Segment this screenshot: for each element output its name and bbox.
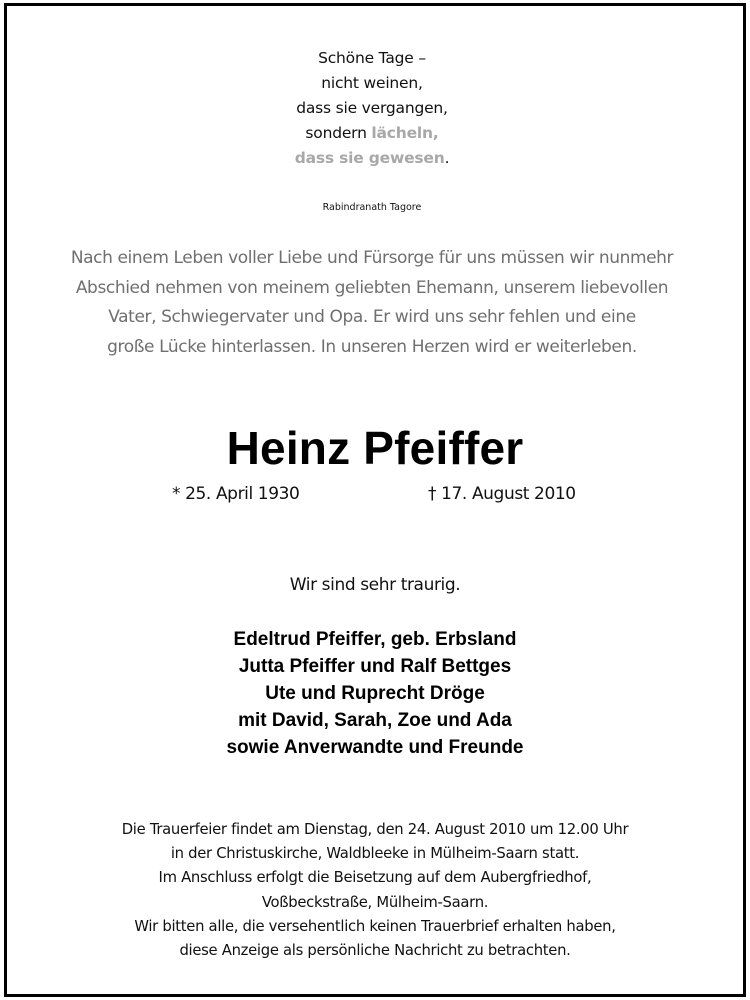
funeral-line: in der Christuskirche, Waldbleeke in Mülheim-Saarn statt. bbox=[170, 845, 580, 863]
quote-line: dass sie vergangen, bbox=[296, 99, 448, 117]
poem-quote bbox=[0, 46, 744, 171]
funeral-line: Im Anschluss erfolgt die Beisetzung auf dem Aubergfriedhof, bbox=[158, 869, 592, 887]
quote-highlight: dass sie gewesen bbox=[294, 149, 445, 167]
mourner-line: sowie Anverwandte und Freunde bbox=[226, 737, 524, 758]
mourners-list bbox=[0, 626, 750, 761]
quote-line: nicht weinen, bbox=[321, 74, 423, 92]
funeral-line: Wir bitten alle, die versehentlich keinen Trauerbrief erhalten haben, bbox=[134, 917, 616, 935]
intro-paragraph bbox=[40, 244, 704, 362]
intro-line: große Lücke hinterlassen. In unseren Herzen wird er weiterleben. bbox=[107, 336, 637, 357]
mourner-line: Edeltrud Pfeiffer, geb. Erbsland bbox=[233, 629, 517, 650]
mourner-line: Ute und Ruprecht Dröge bbox=[265, 683, 485, 704]
quote-line-prefix: sondern bbox=[305, 124, 372, 142]
quote-line-suffix: . bbox=[444, 149, 450, 167]
quote-author: Rabindranath Tagore bbox=[322, 202, 422, 213]
birth-date: * 25. April 1930 bbox=[172, 484, 300, 504]
intro-line: Abschied nehmen von meinem geliebten Ehemann, unserem liebevollen bbox=[75, 277, 669, 298]
sorrow-statement: Wir sind sehr traurig. bbox=[289, 575, 461, 595]
mourner-line: Jutta Pfeiffer und Ralf Bettges bbox=[238, 656, 512, 677]
funeral-details bbox=[30, 818, 720, 963]
quote-line: Schöne Tage – bbox=[318, 49, 426, 67]
intro-line: Nach einem Leben voller Liebe und Fürsorge für uns müssen wir nunmehr bbox=[70, 248, 674, 268]
mourner-line: mit David, Sarah, Zoe und Ada bbox=[238, 710, 512, 731]
funeral-line: Voßbeckstraße, Mülheim-Saarn. bbox=[261, 893, 489, 911]
intro-line: Vater, Schwiegervater und Opa. Er wird uns sehr fehlen und eine bbox=[108, 307, 636, 327]
quote-line bbox=[0, 121, 744, 146]
deceased-name: Heinz Pfeiffer bbox=[226, 422, 524, 474]
quote-line bbox=[0, 146, 744, 171]
funeral-line: diese Anzeige als persönliche Nachricht zu betrachten. bbox=[179, 942, 571, 960]
funeral-line: Die Trauerfeier findet am Dienstag, den 24. August 2010 um 12.00 Uhr bbox=[121, 821, 629, 838]
quote-highlight: lächeln, bbox=[371, 124, 439, 142]
death-date: † 17. August 2010 bbox=[428, 484, 576, 504]
